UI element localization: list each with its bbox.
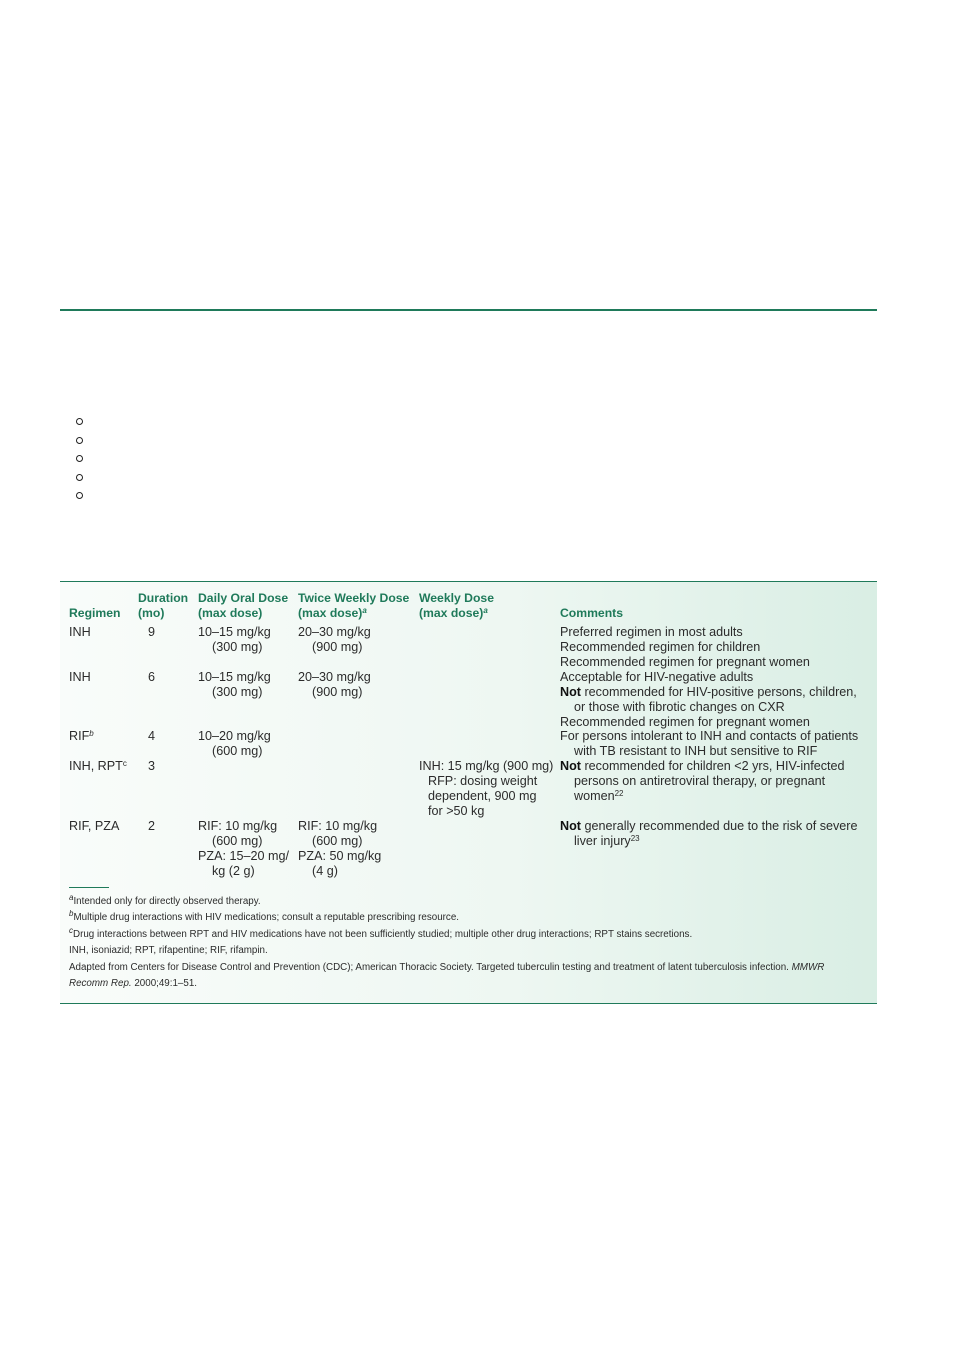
header-duration: Duration (mo): [138, 591, 189, 620]
cell-duration: 6: [148, 670, 156, 684]
cell-twice-weekly-dose: 20–30 mg/kg (900 mg): [298, 625, 371, 654]
footnote-b: $^b$Multiple drug interactions with HIV medications; consult a reputable prescribing resource.: [69, 909, 459, 923]
hollow-bullet-icon: [76, 437, 83, 444]
bullet-list: [76, 418, 83, 511]
footnote-abbreviations: INH, isoniazid; RPT, rifapentine; RIF, rifampin.: [69, 945, 268, 956]
cell-comments: Acceptable for HIV-negative adults Not recommended for HIV-positive persons, children, or those with fibrotic changes on CXR Recommended regimen for pregnant women: [560, 670, 857, 729]
footnote-rule: [69, 887, 109, 888]
footnote-c: $^c$Drug interactions between RPT and HIV medications have not been sufficiently studied; multiple other drug interactions; RPT stains secretions.: [69, 926, 693, 940]
section-rule: [60, 309, 877, 311]
hollow-bullet-icon: [76, 474, 83, 481]
cell-regimen: INH: [69, 625, 91, 639]
hollow-bullet-icon: [76, 492, 83, 499]
ltbi-regimen-table: [60, 581, 877, 1004]
cell-twice-weekly-dose: RIF: 10 mg/kg (600 mg) PZA: 50 mg/kg (4 g): [298, 819, 382, 878]
header-weekly-dose: Weekly Dose (max dose)$^a$: [419, 591, 494, 620]
cell-regimen: INH, RPT$^c$: [69, 759, 127, 773]
hollow-bullet-icon: [76, 455, 83, 462]
header-regimen: Regimen: [69, 606, 121, 620]
cell-weekly-dose: INH: 15 mg/kg (900 mg) RFP: dosing weight dependent, 900 mg for >50 kg: [419, 759, 554, 818]
footnote-source: Adapted from Centers for Disease Control and Prevention (CDC); American Thoracic Society. Targeted tuberculin testing and treatment of latent tuberculosis infection. MMWR: [69, 962, 825, 973]
cell-daily-dose: 10–15 mg/kg (300 mg): [198, 625, 271, 654]
cell-comments: Not generally recommended due to the risk of severe liver injury$^{23}$: [560, 819, 858, 848]
cell-daily-dose: 10–15 mg/kg (300 mg): [198, 670, 271, 699]
cell-comments: For persons intolerant to INH and contacts of patients with TB resistant to INH but sensitive to RIF: [560, 729, 859, 758]
cell-duration: 4: [148, 729, 156, 743]
cell-regimen: RIF, PZA: [69, 819, 120, 833]
header-daily-dose: Daily Oral Dose (max dose): [198, 591, 289, 620]
header-comments: Comments: [560, 606, 623, 620]
header-twice-weekly-dose: Twice Weekly Dose (max dose)$^a$: [298, 591, 410, 620]
cell-comments: Preferred regimen in most adults Recommended regimen for children Recommended regimen for pregnant women: [560, 625, 810, 669]
cell-duration: 3: [148, 759, 156, 773]
cell-daily-dose: RIF: 10 mg/kg (600 mg) PZA: 15–20 mg/ kg (2 g): [198, 819, 290, 878]
cell-duration: 9: [148, 625, 156, 639]
cell-regimen: INH: [69, 670, 91, 684]
cell-twice-weekly-dose: 20–30 mg/kg (900 mg): [298, 670, 371, 699]
footnote-source-cont: Recomm Rep. 2000;49:1–51.: [69, 978, 197, 989]
hollow-bullet-icon: [76, 418, 83, 425]
cell-daily-dose: 10–20 mg/kg (600 mg): [198, 729, 271, 758]
cell-regimen: RIF$^b$: [69, 729, 94, 743]
footnote-a: $^a$Intended only for directly observed therapy.: [69, 893, 261, 907]
cell-duration: 2: [148, 819, 156, 833]
cell-comments: Not recommended for children <2 yrs, HIV-infected persons on antiretroviral therapy, or pregnant women$^{22}$: [560, 759, 845, 803]
